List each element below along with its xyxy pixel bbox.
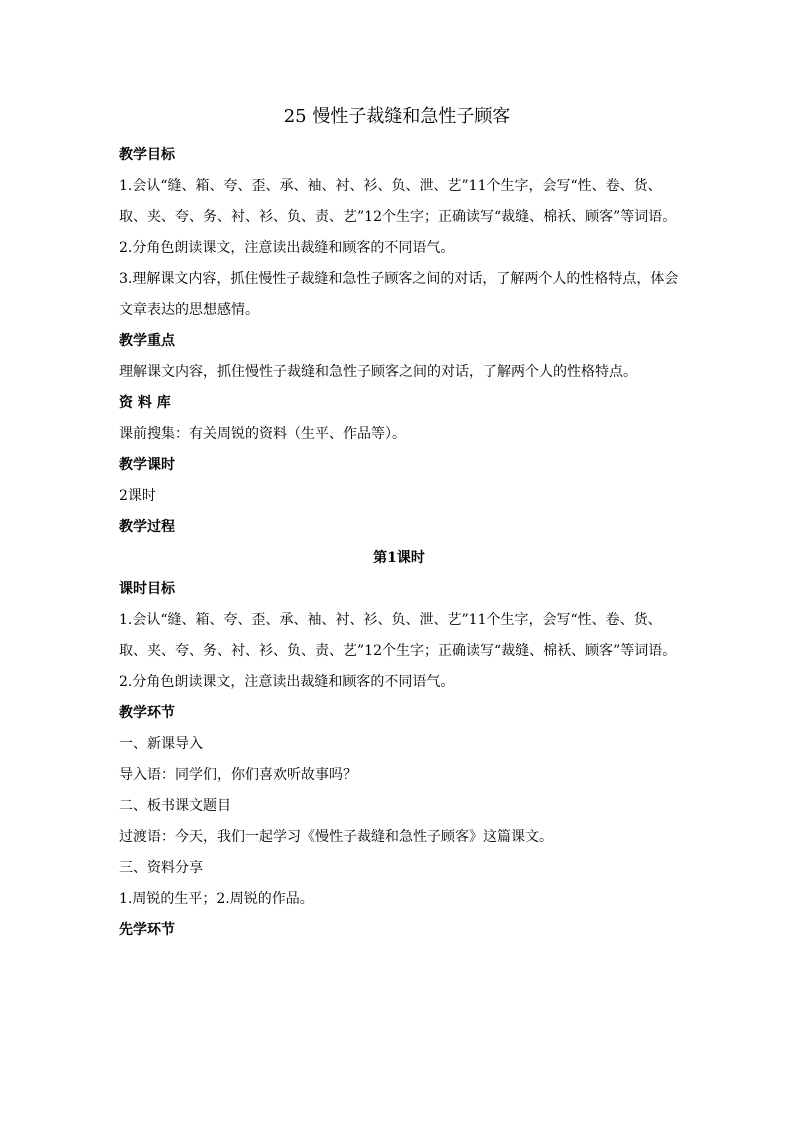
paragraph: 三、资料分享	[119, 860, 203, 876]
paragraph: 课前搜集：有关周锐的资料（生平、作品等）。	[119, 426, 406, 442]
document-title: 25 慢性子裁缝和急性子顾客	[283, 106, 511, 127]
section-heading-resources: 资 料 库	[119, 395, 171, 411]
paragraph: 2.分角色朗读课文，注意读出裁缝和顾客的不同语气。	[119, 674, 455, 690]
lesson-subtitle: 第1课时	[373, 550, 425, 566]
paragraph: 1.周锐的生平；2.周锐的作品。	[119, 891, 314, 907]
paragraph: 二、板书课文题目	[119, 798, 231, 814]
section-heading-teaching-goals: 教学目标	[119, 147, 175, 163]
section-heading-steps: 教学环节	[119, 705, 175, 721]
paragraph: 一、新课导入	[119, 736, 203, 752]
paragraph: 2课时	[119, 488, 156, 504]
paragraph: 导入语：同学们，你们喜欢听故事吗？	[119, 767, 357, 783]
section-heading-prelearning: 先学环节	[119, 922, 175, 938]
paragraph: 过渡语：今天，我们一起学习《慢性子裁缝和急性子顾客》这篇课文。	[119, 829, 553, 845]
section-heading-key-points: 教学重点	[119, 333, 175, 349]
paragraph: 理解课文内容，抓住慢性子裁缝和急性子顾客之间的对话，了解两个人的性格特点。	[119, 364, 637, 380]
paragraph: 1.会认“缝、箱、夸、歪、承、袖、衬、衫、负、泄、艺”11个生字，会写“性、卷、货、取、夹、夸、务、衬、衫、负、责、艺”12个生字；正确读写“裁缝、棉袄、顾客”等词语。	[119, 612, 677, 659]
paragraph: 2.分角色朗读课文，注意读出裁缝和顾客的不同语气。	[119, 240, 455, 256]
section-heading-process: 教学过程	[119, 519, 175, 535]
section-heading-lesson-goals: 课时目标	[119, 581, 175, 597]
document-body	[119, 140, 679, 946]
section-heading-class-hours: 教学课时	[119, 457, 175, 473]
paragraph: 1.会认“缝、箱、夸、歪、承、袖、衬、衫、负、泄、艺”11个生字，会写“性、卷、货、取、夹、夸、务、衬、衫、负、责、艺”12个生字；正确读写“裁缝、棉袄、顾客”等词语。	[119, 178, 677, 225]
paragraph: 3.理解课文内容，抓住慢性子裁缝和急性子顾客之间的对话，了解两个人的性格特点，体会文章表达的思想感情。	[119, 271, 679, 318]
